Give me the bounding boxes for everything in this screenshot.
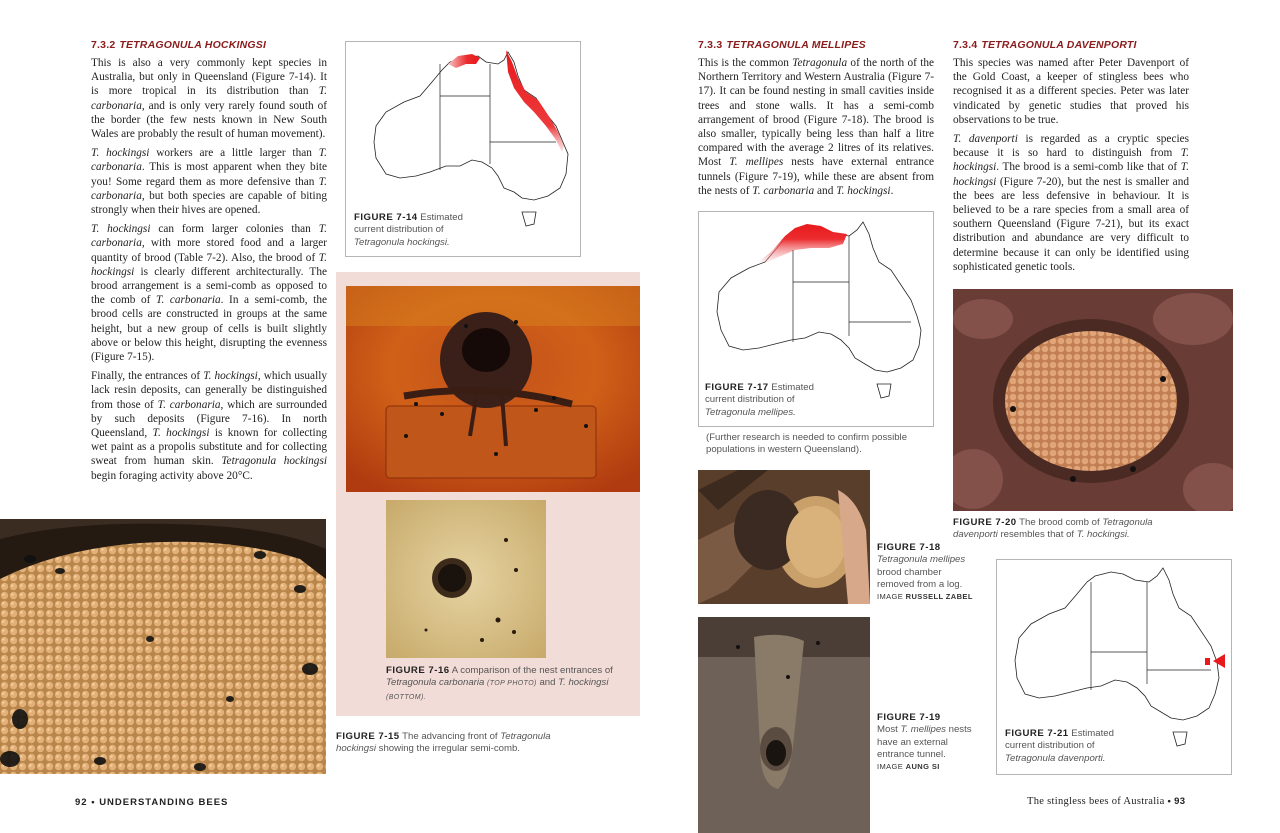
figure-7-21-caption: FIGURE 7-21 Estimated current distribution of Tetragonula davenporti.: [1005, 728, 1114, 764]
paragraph: T. davenporti is regarded as a cryptic species because it is so hard to distinguish from T. hockingsi. The brood is a semi-comb like that of T. hockingsi (Figure 7-20), but the nest is smaller and the bees are less defensive in behaviour. It is believed to be a rare species from a small area of southern Queensland (Figure 7-21), but its exact distribution and abundance are very difficult to determine because it can only be identified using sophisticated genetic tools.: [953, 133, 1190, 273]
paragraph: This is also a very commonly kept species in Australia, but only in Queensland (Figure 7-14). It is more tropical in its distribution than T. carbonaria, and is only very rarely found south of the border (the few nests known in New South Wales are probably the result of human movement).: [91, 57, 327, 141]
section-title: TETRAGONULA HOCKINGSI: [119, 39, 267, 51]
section-heading-davenporti: 7.3.4 TETRAGONULA DAVENPORTI: [953, 39, 1137, 51]
section-number: 7.3.2: [91, 39, 116, 51]
figure-7-20-photo: [953, 289, 1233, 511]
figure-7-17-note: (Further research is needed to confirm possible populations in western Queensland).: [706, 432, 908, 456]
body-text-hockingsi: [91, 56, 327, 488]
figure-7-17-map: [698, 211, 934, 427]
figure-7-21-map: [996, 559, 1232, 775]
figure-7-16-caption: FIGURE 7-16 A comparison of the nest entrances of Tetragonula carbonaria (TOP PHOTO) and T. hockingsi (BOTTOM).: [386, 665, 613, 701]
figure-7-16-top-photo: [346, 286, 640, 492]
running-title-left: UNDERSTANDING BEES: [99, 797, 229, 808]
figure-7-15-photo: [0, 519, 326, 774]
figure-7-18-caption: FIGURE 7-18 Tetragonula mellipes brood chamber removed from a log. IMAGE RUSSELL ZABEL: [877, 542, 973, 602]
paragraph: This is the common Tetragonula of the north of the Northern Territory and Western Australia (Figure 7-17). It can be found nesting in small cavities inside trees and stone walls. It has a semi-comb arrangement of brood (Figure 7-18). The brood is also smaller, typically being less than half a litre compared with the average 2 litres of its relatives. Most T. mellipes nests have external entrance tunnels (Figure 7-19), while these are absent from the nests of T. carbonaria and T. hockingsi.: [698, 57, 934, 197]
page-number-left: 92: [75, 797, 88, 808]
paragraph: T. hockingsi workers are a little larger than T. carbonaria. This is most apparent when they bite you! Some regard them as more defensive than T. carbonaria, but both species are capable of biting strongly when their hives are opened.: [91, 147, 327, 217]
figure-7-19-photo: [698, 617, 870, 833]
section-heading-hockingsi: [91, 39, 331, 51]
figure-7-19-caption: FIGURE 7-19 Most T. mellipes nests have an external entrance tunnel. IMAGE AUNG SI: [877, 712, 972, 772]
figure-7-20-caption: FIGURE 7-20 The brood comb of Tetragonula davenporti resembles that of T. hockingsi.: [953, 517, 1153, 541]
footer-right: The stingless bees of Australia • 93: [1027, 796, 1186, 807]
paragraph: This species was named after Peter Davenport of the Gold Coast, a keeper of stingless bees who recognised it as a different species. Peter was later vindicated by genetic studies that proved his observations to be true.: [953, 57, 1189, 126]
figure-7-14-caption: FIGURE 7-14 Estimated current distribution of Tetragonula hockingsi.: [354, 212, 463, 248]
body-text-davenporti: [953, 56, 1189, 279]
range-marker-icon: [1205, 658, 1210, 665]
paragraph: T. hockingsi can form larger colonies than T. carbonaria, with more stored food and a larger quantity of brood (Table 7-2). Also, the brood of T. hockingsi is clearly different architecturally. The brood arrangement is a semi-comb as opposed to the comb of T. carbonaria. In a semi-comb, the brood cells are constructed in groups at the same height, but a new group of cells is built slightly above or below this height, disrupting the evenness (Figure 7-15).: [91, 223, 327, 364]
body-text-mellipes: [698, 56, 934, 203]
footer-left: 92 • UNDERSTANDING BEES: [75, 797, 229, 808]
figure-7-16-panel: [336, 272, 640, 716]
figure-7-17-caption: FIGURE 7-17 Estimated current distribution of Tetragonula mellipes.: [705, 382, 814, 418]
figure-7-16-bottom-photo: [386, 500, 546, 658]
figure-7-15-caption: FIGURE 7-15 The advancing front of Tetragonula hockingsi showing the irregular semi-comb.: [336, 731, 551, 755]
page-number-right: 93: [1174, 796, 1186, 807]
paragraph: Finally, the entrances of T. hockingsi, which usually lack resin deposits, can generally be distinguished from those of T. carbonaria, which are surrounded by such deposits (Figure 7-16). In north Queensland, T. hockingsi is known for collecting wet paint as a propolis substitute and for collecting sweat from human skin. Tetragonula hockingsi begin foraging activity above 20°C.: [91, 370, 327, 482]
figure-7-14-map: [345, 41, 581, 257]
figure-7-18-photo: [698, 470, 870, 604]
figure-label: FIGURE 7-14: [354, 212, 418, 223]
running-title-right: The stingless bees of Australia: [1027, 796, 1165, 807]
section-heading-mellipes: 7.3.3 TETRAGONULA MELLIPES: [698, 39, 866, 51]
